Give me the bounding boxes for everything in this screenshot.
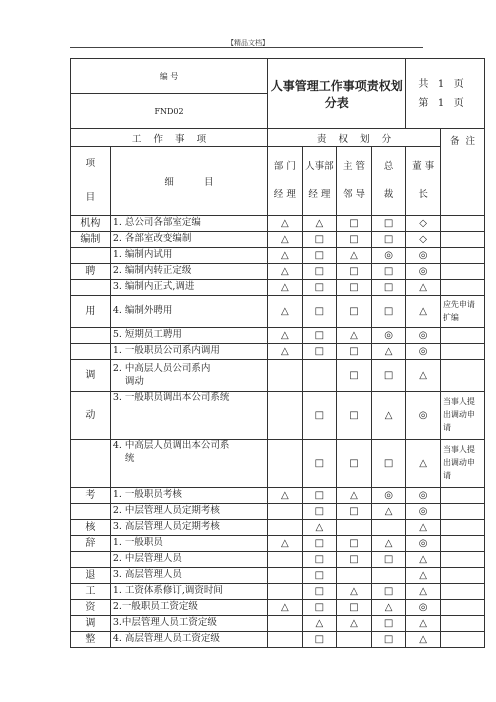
authority-chairman: △ (406, 568, 441, 584)
authority-dept-mgr (268, 616, 303, 632)
authority-hr-mgr: □ (302, 584, 337, 600)
authority-supervisor (337, 632, 372, 648)
category-cell (71, 440, 111, 488)
doc-code-label: 编 号 (71, 59, 268, 94)
authority-supervisor (337, 568, 372, 584)
remarks-cell: 当事人提出调动申请 (440, 440, 484, 488)
detail-cell (110, 552, 267, 568)
authority-dept-mgr: △ (268, 296, 303, 328)
col-gm: 总 裁 (371, 147, 406, 216)
authority-supervisor: □ (337, 440, 372, 488)
remarks-cell (440, 536, 484, 552)
authority-gm: □ (371, 280, 406, 296)
authority-gm: ◎ (371, 328, 406, 344)
detail-cell (110, 632, 267, 648)
authority-gm: □ (371, 552, 406, 568)
authority-dept-mgr: △ (268, 264, 303, 280)
detail-text: 1. 工资体系修订,调资时间 (112, 585, 223, 597)
col-remarks: 备 注 (440, 129, 484, 216)
authority-supervisor: □ (337, 504, 372, 520)
authority-dept-mgr: △ (268, 232, 303, 248)
detail-cell (110, 344, 267, 360)
table-row (71, 504, 485, 520)
category-cell (71, 248, 111, 264)
authority-dept-mgr (268, 520, 303, 536)
group-work-items: 工 作 事 项 (71, 129, 268, 147)
authority-hr-mgr: □ (302, 248, 337, 264)
remarks-cell: 当事人提出调动申请 (440, 392, 484, 440)
authority-supervisor: △ (337, 488, 372, 504)
detail-cell (110, 504, 267, 520)
detail-text: 1. 一般职员考核 (112, 489, 182, 501)
table-row (71, 328, 485, 344)
authority-table (70, 58, 485, 648)
remarks-cell (440, 520, 484, 536)
page-header: 【精品文档】 (227, 39, 269, 47)
detail-cell (110, 568, 267, 584)
authority-hr-mgr: □ (302, 232, 337, 248)
detail-cell (110, 328, 267, 344)
remarks-cell (440, 216, 484, 232)
authority-chairman: △ (406, 296, 441, 328)
authority-chairman: △ (406, 616, 441, 632)
authority-gm: ◎ (371, 488, 406, 504)
authority-hr-mgr: □ (302, 296, 337, 328)
authority-hr-mgr: □ (302, 504, 337, 520)
detail-text: 4. 编制外聘用 (112, 305, 173, 317)
authority-dept-mgr (268, 568, 303, 584)
authority-chairman: ◎ (406, 536, 441, 552)
authority-hr-mgr: △ (302, 616, 337, 632)
category-cell (71, 280, 111, 296)
detail-text: 2. 中高层人员公司系内 (112, 362, 211, 374)
table-row (71, 584, 485, 600)
authority-hr-mgr: □ (302, 392, 337, 440)
remarks-cell (440, 360, 484, 392)
remarks-cell (440, 584, 484, 600)
authority-hr-mgr: □ (302, 632, 337, 648)
authority-supervisor: □ (337, 360, 372, 392)
remarks-cell (440, 232, 484, 248)
detail-text: 1. 一般职员公司系内调用 (112, 345, 220, 357)
detail-text: 3.中层管理人员工资定级 (112, 617, 217, 629)
authority-gm: △ (371, 392, 406, 440)
authority-gm (371, 520, 406, 536)
detail-text: 1. 编制内试用 (112, 249, 173, 261)
page-info (406, 59, 485, 129)
authority-dept-mgr (268, 552, 303, 568)
detail-cell (110, 248, 267, 264)
authority-supervisor: △ (337, 248, 372, 264)
table-row (71, 568, 485, 584)
category-cell: 整 (71, 632, 111, 648)
detail-cell (110, 440, 267, 488)
authority-hr-mgr (302, 360, 337, 392)
category-cell (71, 552, 111, 568)
remarks-cell (440, 344, 484, 360)
table-row (71, 280, 485, 296)
col-detail: 细 目 (110, 147, 267, 216)
authority-chairman: ◎ (406, 504, 441, 520)
authority-supervisor: □ (337, 280, 372, 296)
authority-dept-mgr (268, 632, 303, 648)
authority-chairman: △ (406, 520, 441, 536)
authority-gm: □ (371, 216, 406, 232)
authority-gm: □ (371, 616, 406, 632)
category-cell: 核 (71, 520, 111, 536)
authority-gm: △ (371, 344, 406, 360)
authority-dept-mgr: △ (268, 248, 303, 264)
authority-hr-mgr: □ (302, 328, 337, 344)
authority-hr-mgr: △ (302, 216, 337, 232)
authority-supervisor: □ (337, 296, 372, 328)
authority-hr-mgr: □ (302, 488, 337, 504)
detail-cell (110, 488, 267, 504)
authority-hr-mgr: □ (302, 440, 337, 488)
authority-supervisor: △ (337, 616, 372, 632)
authority-chairman: ◎ (406, 600, 441, 616)
doc-code-value: FND02 (71, 94, 268, 129)
col-supervisor: 主 管 邻 导 (337, 147, 372, 216)
authority-chairman: △ (406, 440, 441, 488)
col-item: 项 目 (71, 147, 111, 216)
detail-text: 5. 短期员工聘用 (112, 329, 182, 341)
detail-text: 1. 总公司各部室定编 (112, 217, 201, 229)
remarks-cell (440, 600, 484, 616)
authority-supervisor: □ (337, 536, 372, 552)
remarks-cell: 应先申请扩编 (440, 296, 484, 328)
authority-supervisor: □ (337, 232, 372, 248)
authority-hr-mgr: △ (302, 520, 337, 536)
category-cell: 编制 (71, 232, 111, 248)
authority-chairman: ◎ (406, 344, 441, 360)
authority-hr-mgr: □ (302, 600, 337, 616)
doc-title: 人事管理工作事项责权划分表 (268, 59, 406, 129)
authority-chairman: ◇ (406, 232, 441, 248)
col-dept-mgr: 部 门 经 理 (268, 147, 303, 216)
authority-chairman: △ (406, 360, 441, 392)
detail-text: 2. 编制内转正定级 (112, 265, 192, 277)
authority-gm: □ (371, 632, 406, 648)
authority-chairman: △ (406, 280, 441, 296)
authority-hr-mgr: □ (302, 536, 337, 552)
detail-text: 3. 编制内正式,调进 (112, 281, 195, 293)
authority-chairman: ◎ (406, 328, 441, 344)
authority-hr-mgr: □ (302, 264, 337, 280)
category-cell: 工 (71, 584, 111, 600)
detail-cell (110, 216, 267, 232)
detail-cell (110, 264, 267, 280)
table-row (71, 264, 485, 280)
table-row (71, 248, 485, 264)
category-cell: 退 (71, 568, 111, 584)
remarks-cell (440, 632, 484, 648)
category-cell: 聘 (71, 264, 111, 280)
table-row (71, 600, 485, 616)
header-divider (70, 47, 423, 48)
category-cell (71, 344, 111, 360)
authority-chairman: △ (406, 632, 441, 648)
authority-gm: △ (371, 600, 406, 616)
authority-chairman: ◎ (406, 248, 441, 264)
authority-hr-mgr: □ (302, 280, 337, 296)
authority-hr-mgr: □ (302, 344, 337, 360)
category-cell: 动 (71, 392, 111, 440)
authority-gm: △ (371, 504, 406, 520)
authority-gm: □ (371, 232, 406, 248)
remarks-cell (440, 552, 484, 568)
authority-dept-mgr: △ (268, 488, 303, 504)
table-row (71, 488, 485, 504)
table-row (71, 536, 485, 552)
table-row (71, 392, 485, 440)
detail-text: 3. 一般职员调出本公司系统 (112, 392, 230, 403)
table-row (71, 616, 485, 632)
authority-chairman: △ (406, 552, 441, 568)
category-cell (71, 328, 111, 344)
table-row (71, 632, 485, 648)
authority-chairman: △ (406, 584, 441, 600)
authority-hr-mgr: □ (302, 568, 337, 584)
authority-chairman: ◎ (406, 392, 441, 440)
authority-supervisor: □ (337, 552, 372, 568)
authority-supervisor: △ (337, 328, 372, 344)
category-cell: 调 (71, 616, 111, 632)
detail-cell (110, 232, 267, 248)
detail-text: 2. 中层管理人员定期考核 (112, 505, 220, 517)
detail-text: 3. 高层管理人员 (112, 569, 182, 581)
authority-supervisor: □ (337, 344, 372, 360)
authority-dept-mgr (268, 360, 303, 392)
detail-text: 4. 高层管理人员工资定级 (112, 633, 220, 645)
group-authority: 责 权 划 分 (268, 129, 441, 147)
authority-gm: □ (371, 360, 406, 392)
category-cell: 辞 (71, 536, 111, 552)
table-row (71, 360, 485, 392)
table-row (71, 344, 485, 360)
category-cell: 用 (71, 296, 111, 328)
authority-chairman: ◇ (406, 216, 441, 232)
detail-text: 4. 中高层人员调出本公司系 (112, 440, 230, 451)
authority-dept-mgr: △ (268, 328, 303, 344)
remarks-cell (440, 504, 484, 520)
detail-cell (110, 296, 267, 328)
detail-text: 2. 中层管理人员 (112, 553, 182, 565)
authority-gm: △ (371, 536, 406, 552)
authority-dept-mgr (268, 504, 303, 520)
detail-text: 3. 高层管理人员定期考核 (112, 521, 220, 533)
remarks-cell (440, 248, 484, 264)
table-row (71, 232, 485, 248)
authority-dept-mgr: △ (268, 600, 303, 616)
authority-chairman: ◎ (406, 264, 441, 280)
authority-gm: □ (371, 440, 406, 488)
detail-cell (110, 584, 267, 600)
remarks-cell (440, 280, 484, 296)
authority-dept-mgr: △ (268, 344, 303, 360)
detail-cell (110, 520, 267, 536)
table-row (71, 440, 485, 488)
col-hr-mgr: 人事部 经 理 (302, 147, 337, 216)
authority-dept-mgr (268, 440, 303, 488)
detail-cell (110, 360, 267, 392)
category-cell: 资 (71, 600, 111, 616)
detail-text: 1. 一般职员 (112, 537, 163, 549)
authority-supervisor: △ (337, 584, 372, 600)
table-row (71, 216, 485, 232)
category-cell: 调 (71, 360, 111, 392)
remarks-cell (440, 488, 484, 504)
detail-text-cont: 统 (124, 452, 135, 464)
authority-hr-mgr: □ (302, 552, 337, 568)
authority-dept-mgr (268, 392, 303, 440)
detail-cell (110, 536, 267, 552)
authority-dept-mgr: △ (268, 216, 303, 232)
detail-cell (110, 392, 267, 440)
remarks-cell (440, 568, 484, 584)
authority-gm: □ (371, 296, 406, 328)
detail-text: 2. 各部室改变编制 (112, 233, 192, 245)
authority-dept-mgr: △ (268, 536, 303, 552)
table-body (71, 216, 485, 648)
authority-supervisor: □ (337, 600, 372, 616)
authority-gm (371, 568, 406, 584)
detail-text: 2.一般职员工资定级 (112, 601, 198, 613)
category-cell (71, 504, 111, 520)
authority-supervisor: □ (337, 392, 372, 440)
detail-cell (110, 616, 267, 632)
table-row (71, 552, 485, 568)
authority-gm: ◎ (371, 248, 406, 264)
table-row (71, 296, 485, 328)
authority-gm: □ (371, 584, 406, 600)
remarks-cell (440, 264, 484, 280)
table-row (71, 520, 485, 536)
authority-supervisor: □ (337, 264, 372, 280)
current-page: 第 1 页 (418, 97, 464, 109)
detail-cell (110, 280, 267, 296)
authority-supervisor (337, 520, 372, 536)
remarks-cell (440, 328, 484, 344)
authority-dept-mgr: △ (268, 280, 303, 296)
authority-chairman: ◎ (406, 488, 441, 504)
authority-dept-mgr (268, 584, 303, 600)
authority-supervisor: □ (337, 216, 372, 232)
col-chairman: 董 事 长 (406, 147, 441, 216)
detail-cell (110, 600, 267, 616)
remarks-cell (440, 616, 484, 632)
total-pages: 共 1 页 (418, 78, 464, 90)
category-cell: 机构 (71, 216, 111, 232)
authority-gm: □ (371, 264, 406, 280)
detail-text-cont: 调动 (124, 375, 144, 387)
category-cell: 考 (71, 488, 111, 504)
